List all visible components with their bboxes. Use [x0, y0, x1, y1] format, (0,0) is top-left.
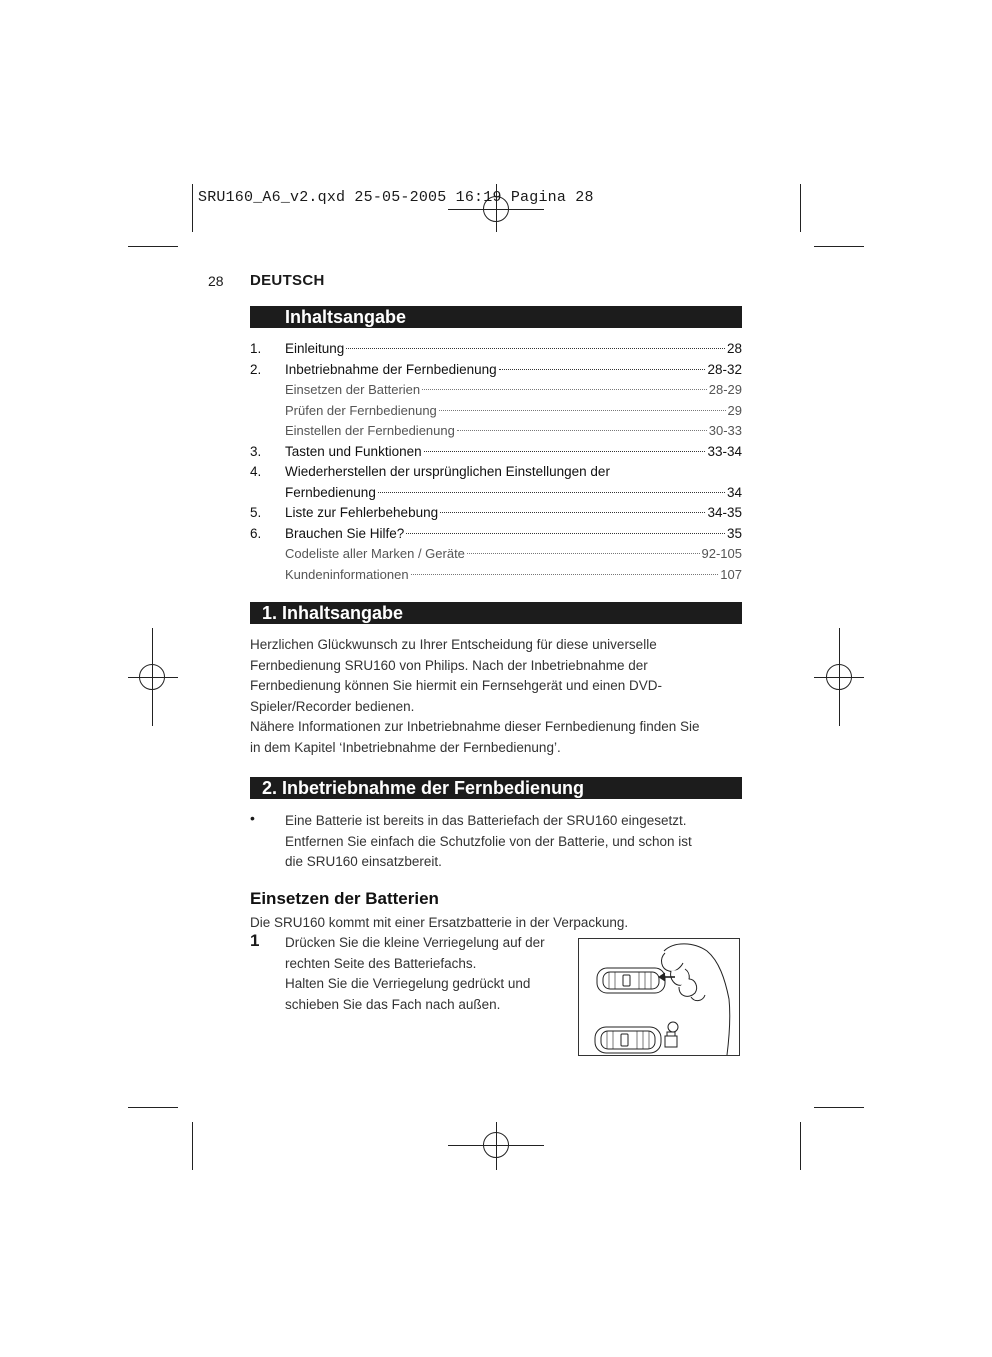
section-heading: 2. Inbetriebnahme der Fernbedienung: [262, 778, 585, 798]
subheading: Einsetzen der Batterien: [250, 889, 439, 908]
toc-entry-page: 35: [726, 525, 742, 541]
dot-leader: [406, 533, 725, 534]
coin-battery-icon: [668, 1022, 678, 1032]
text-line: Entfernen Sie einfach die Schutzfolie von der Batterie, und schon ist: [285, 833, 692, 849]
text-line: in dem Kapitel ‘Inbetriebnahme der Fernbedienung’.: [250, 739, 561, 755]
toc-entry-page: 34: [726, 484, 742, 500]
battery-tray-icon: [597, 968, 665, 993]
crop-mark: [128, 1107, 178, 1108]
dot-leader: [457, 430, 707, 431]
crop-mark: [128, 246, 178, 247]
dot-leader: [422, 389, 707, 390]
open-tray-icon: [665, 1032, 677, 1047]
toc-entry-number: 2.: [250, 361, 262, 377]
subheading-intro: Die SRU160 kommt mit einer Ersatzbatterie in der Verpackung.: [250, 915, 629, 930]
toc-entry-title: Einstellen der Fernbedienung: [285, 423, 455, 438]
toc-entry-page: 28-32: [707, 361, 742, 377]
toc-entry-title: Einsetzen der Batterien: [285, 382, 421, 397]
toc-entry-title: Kundeninformationen: [285, 566, 409, 582]
print-slug: SRU160_A6_v2.qxd 25-05-2005 16:19 Pagina 28: [198, 189, 594, 206]
crop-mark: [814, 246, 864, 247]
toc-entry-number: 1.: [250, 341, 262, 356]
toc-entry[interactable]: [250, 442, 742, 463]
toc-entry-page: 33-34: [707, 443, 742, 459]
section-heading-bar: [250, 602, 742, 624]
step-text: [285, 933, 575, 1015]
text-line: rechten Seite des Batteriefachs.: [285, 955, 477, 971]
crop-mark: [814, 1107, 864, 1108]
crop-mark: [192, 1122, 193, 1170]
bullet-symbol: •: [250, 810, 255, 826]
toc-entry-title: Wiederherstellen der ursprünglichen Einstellungen der: [285, 464, 610, 479]
toc-entry[interactable]: [250, 339, 742, 360]
toc-entry-page: 28-29: [708, 382, 742, 397]
crop-mark: [800, 184, 801, 232]
toc-entry-page: 34-35: [707, 505, 742, 520]
text-line: Drücken Sie die kleine Verriegelung auf der: [285, 935, 545, 950]
toc-subentry[interactable]: [250, 380, 742, 401]
dot-leader: [440, 512, 705, 513]
dot-leader: [411, 574, 719, 575]
dot-leader: [346, 348, 725, 349]
page-number: 28: [208, 273, 224, 289]
toc-entry-number: 3.: [250, 443, 262, 459]
dot-leader: [499, 369, 706, 370]
toc-entry-page: 92-105: [701, 546, 742, 561]
toc-entry-number: 6.: [250, 525, 262, 541]
toc-entry[interactable]: [250, 360, 742, 381]
toc-subentry[interactable]: [250, 565, 742, 586]
step-number: 1: [250, 931, 260, 950]
dot-leader: [424, 451, 706, 452]
text-line: Nähere Informationen zur Inbetriebnahme dieser Fernbedienung finden Sie: [250, 719, 700, 734]
toc-entry-page: 30-33: [708, 423, 742, 438]
crop-mark: [192, 184, 193, 232]
toc-entry-title: Inbetriebnahme der Fernbedienung: [285, 361, 497, 377]
battery-tray-icon: [595, 1027, 661, 1053]
toc-entry-title: Brauchen Sie Hilfe?: [285, 525, 405, 541]
intro-paragraph: [250, 635, 742, 758]
text-line: schieben Sie das Fach nach außen.: [285, 996, 501, 1012]
toc-title-bar: [250, 306, 742, 328]
toc-entry-number: 5.: [250, 505, 262, 520]
section-heading: 1. Inhaltsangabe: [262, 603, 404, 623]
toc-title: Inhaltsangabe: [285, 307, 407, 327]
text-line: Halten Sie die Verriegelung gedrückt und: [285, 976, 531, 991]
toc-entry-page: 29: [727, 402, 742, 418]
text-line: Fernbedienung SRU160 von Philips. Nach der Inbetriebnahme der: [250, 657, 648, 673]
toc-entry-title: Fernbedienung: [285, 484, 376, 500]
toc-entry[interactable]: [250, 503, 742, 524]
toc-entry-title: Prüfen der Fernbedienung: [285, 402, 437, 418]
table-of-contents: [250, 339, 742, 585]
battery-illustration: [578, 938, 740, 1056]
toc-entry-title: Tasten und Funktionen: [285, 443, 422, 459]
language-heading: DEUTSCH: [250, 272, 325, 289]
text-line: die SRU160 einsatzbereit.: [285, 854, 442, 869]
toc-entry-page: 107: [720, 566, 742, 582]
toc-subentry[interactable]: [250, 544, 742, 565]
text-line: Eine Batterie ist bereits in das Batteriefach der SRU160 eingesetzt.: [285, 813, 687, 828]
toc-entry-continuation[interactable]: [250, 483, 742, 504]
text-line: Spieler/Recorder bedienen.: [250, 698, 415, 714]
toc-subentry[interactable]: [250, 401, 742, 422]
text-line: Herzlichen Glückwunsch zu Ihrer Entscheidung für diese universelle: [250, 637, 657, 652]
toc-entry[interactable]: [250, 524, 742, 545]
toc-entry-title: Liste zur Fehlerbehebung: [285, 505, 439, 520]
dot-leader: [378, 492, 725, 493]
toc-entry-page: 28: [726, 341, 742, 356]
battery-compartment-drawing: [579, 939, 739, 1055]
crop-mark: [800, 1122, 801, 1170]
text-line: Fernbedienung können Sie hiermit ein Fernsehgerät und einen DVD-: [250, 678, 663, 693]
toc-entry-title: Codeliste aller Marken / Geräte: [285, 546, 465, 561]
section-heading-bar: [250, 777, 742, 799]
dot-leader: [467, 553, 700, 554]
toc-entry[interactable]: [250, 462, 742, 483]
toc-subentry[interactable]: [250, 421, 742, 442]
toc-entry-number: 4.: [250, 464, 262, 479]
bullet-paragraph: [285, 811, 742, 873]
toc-entry-title: Einleitung: [285, 341, 345, 356]
dot-leader: [439, 410, 726, 411]
